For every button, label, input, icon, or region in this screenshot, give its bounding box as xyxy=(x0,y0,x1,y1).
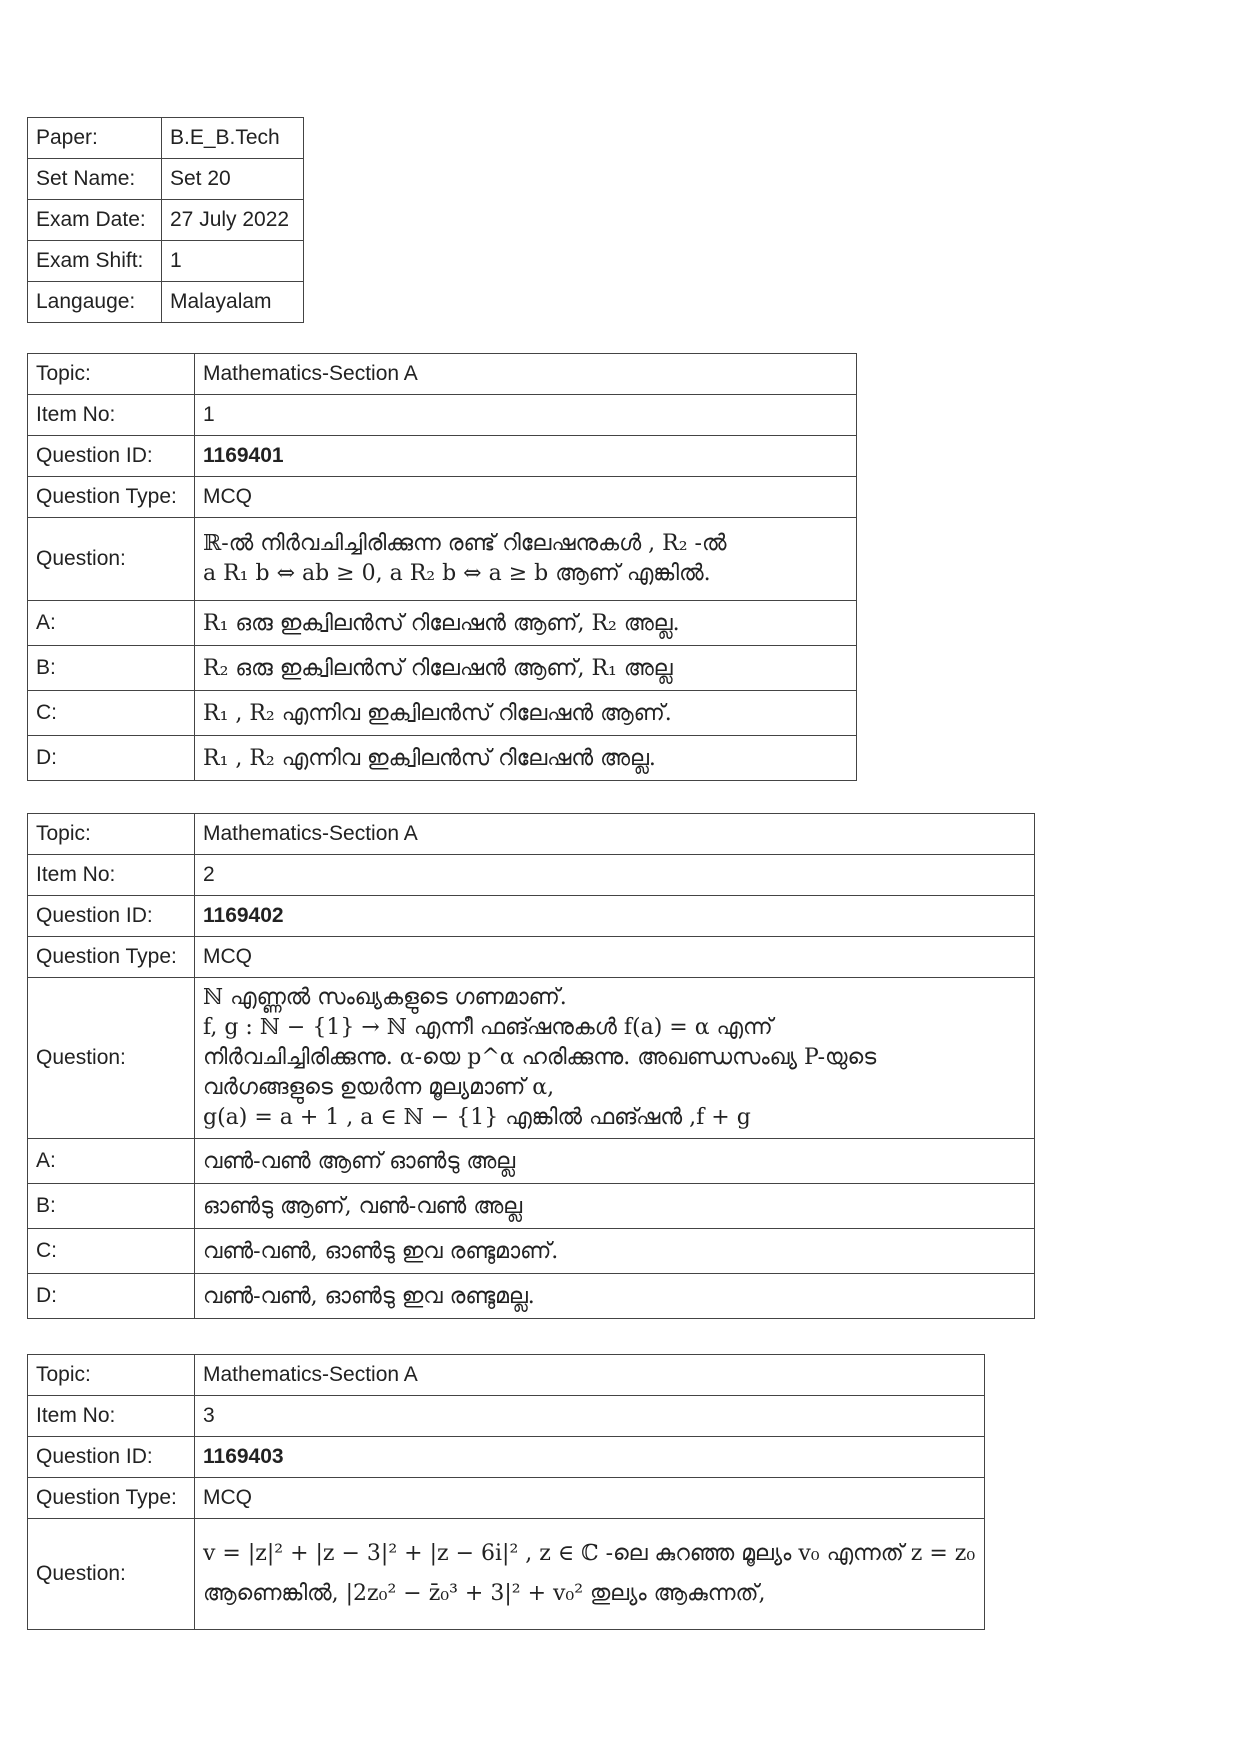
date-value: 27 July 2022 xyxy=(162,200,304,241)
meta-row-paper xyxy=(28,118,304,159)
question-line: a R₁ b ⇔ ab ≥ 0, a R₂ b ⇔ a ≥ b ആണ് എങ്കിൽ. xyxy=(203,561,711,586)
shift-value: 1 xyxy=(162,241,304,282)
question-type-value: MCQ xyxy=(195,1478,985,1519)
question-line: v = |z|² + |z − 3|² + |z − 6i|² , z ∈ ℂ -ലെ കുറഞ്ഞ മൂല്യം v₀ എന്നത് z = z₀ xyxy=(203,1541,976,1566)
question-id-label: Question ID: xyxy=(28,436,195,477)
option-c-label: C: xyxy=(28,691,195,736)
question-line: g(a) = a + 1 , a ∈ ℕ − {1} എങ്കിൽ ഫങ്ഷൻ ,f + g xyxy=(203,1105,751,1130)
topic-label: Topic: xyxy=(28,814,195,855)
question-label: Question: xyxy=(28,518,195,601)
item-value: 3 xyxy=(195,1396,985,1437)
option-a-label: A: xyxy=(28,1139,195,1184)
question-line: വർഗങ്ങളുടെ ഉയർന്ന മൂല്യമാണ് α, xyxy=(203,1075,555,1100)
question-id-label: Question ID: xyxy=(28,1437,195,1478)
paper-value: B.E_B.Tech xyxy=(162,118,304,159)
topic-value: Mathematics-Section A xyxy=(195,814,1035,855)
question-id-label: Question ID: xyxy=(28,896,195,937)
question-type-label: Question Type: xyxy=(28,937,195,978)
topic-value: Mathematics-Section A xyxy=(195,1355,985,1396)
meta-row-shift xyxy=(28,241,304,282)
option-a-text: വൺ-വൺ ആണ് ഓൺടു അല്ല xyxy=(195,1139,1035,1184)
item-label: Item No: xyxy=(28,395,195,436)
option-d-label: D: xyxy=(28,736,195,781)
option-c-text: R₁ , R₂ എന്നിവ ഇക്വിലൻസ് റിലേഷൻ ആണ്. xyxy=(195,691,857,736)
meta-row-language xyxy=(28,282,304,323)
topic-value: Mathematics-Section A xyxy=(195,354,857,395)
question-type-value: MCQ xyxy=(195,937,1035,978)
question-table-2 xyxy=(27,813,1035,1319)
date-label: Exam Date: xyxy=(28,200,162,241)
question-line: ℝ-ൽ നിർവചിച്ചിരിക്കുന്ന രണ്ട് റിലേഷനുകൾ , R₂ -ൽ xyxy=(203,531,727,556)
question-id-value: 1169401 xyxy=(203,444,284,467)
question-id-value: 1169402 xyxy=(203,904,284,927)
question-line: ആണെങ്കിൽ, |2z₀² − z̄₀³ + 3|² + v₀² തുല്യം ആകുന്നത്, xyxy=(203,1581,766,1606)
question-table-3 xyxy=(27,1354,985,1630)
question-text xyxy=(195,518,857,601)
question-id-value: 1169403 xyxy=(203,1445,284,1468)
question-label: Question: xyxy=(28,978,195,1139)
language-label: Langauge: xyxy=(28,282,162,323)
question-table-1 xyxy=(27,353,857,781)
option-d-text: വൺ-വൺ, ഓൺടു ഇവ രണ്ടുമല്ല. xyxy=(195,1274,1035,1319)
paper-label: Paper: xyxy=(28,118,162,159)
shift-label: Exam Shift: xyxy=(28,241,162,282)
option-c-label: C: xyxy=(28,1229,195,1274)
meta-row-date xyxy=(28,200,304,241)
topic-label: Topic: xyxy=(28,1355,195,1396)
exam-meta-table xyxy=(27,117,304,323)
option-b-label: B: xyxy=(28,1184,195,1229)
option-c-text: വൺ-വൺ, ഓൺടു ഇവ രണ്ടുമാണ്. xyxy=(195,1229,1035,1274)
option-a-label: A: xyxy=(28,601,195,646)
item-value: 1 xyxy=(195,395,857,436)
option-d-label: D: xyxy=(28,1274,195,1319)
set-label: Set Name: xyxy=(28,159,162,200)
question-type-value: MCQ xyxy=(195,477,857,518)
language-value: Malayalam xyxy=(162,282,304,323)
question-text xyxy=(195,1519,985,1630)
question-label: Question: xyxy=(28,1519,195,1630)
question-line: f, g : ℕ − {1} → ℕ എന്നീ ഫങ്ഷനുകൾ f(a) = α എന്ന് xyxy=(203,1015,773,1040)
topic-label: Topic: xyxy=(28,354,195,395)
item-label: Item No: xyxy=(28,855,195,896)
item-label: Item No: xyxy=(28,1396,195,1437)
option-b-text: ഓൺടു ആണ്, വൺ-വൺ അല്ല xyxy=(195,1184,1035,1229)
question-type-label: Question Type: xyxy=(28,477,195,518)
option-d-text: R₁ , R₂ എന്നിവ ഇക്വിലൻസ് റിലേഷൻ അല്ല. xyxy=(195,736,857,781)
option-b-text: R₂ ഒരു ഇക്വിലൻസ് റിലേഷൻ ആണ്, R₁ അല്ല xyxy=(195,646,857,691)
question-type-label: Question Type: xyxy=(28,1478,195,1519)
item-value: 2 xyxy=(195,855,1035,896)
meta-row-set xyxy=(28,159,304,200)
question-line: നിർവചിച്ചിരിക്കുന്നു. α-യെ p^α ഹരിക്കുന്നു. അഖണ്ഡസംഖ്യ P-യുടെ xyxy=(203,1045,877,1070)
question-line: ℕ എണ്ണൽ സംഖ്യകളുടെ ഗണമാണ്. xyxy=(203,985,567,1010)
question-text xyxy=(195,978,1035,1139)
option-a-text: R₁ ഒരു ഇക്വിലൻസ് റിലേഷൻ ആണ്, R₂ അല്ല. xyxy=(195,601,857,646)
set-value: Set 20 xyxy=(162,159,304,200)
option-b-label: B: xyxy=(28,646,195,691)
